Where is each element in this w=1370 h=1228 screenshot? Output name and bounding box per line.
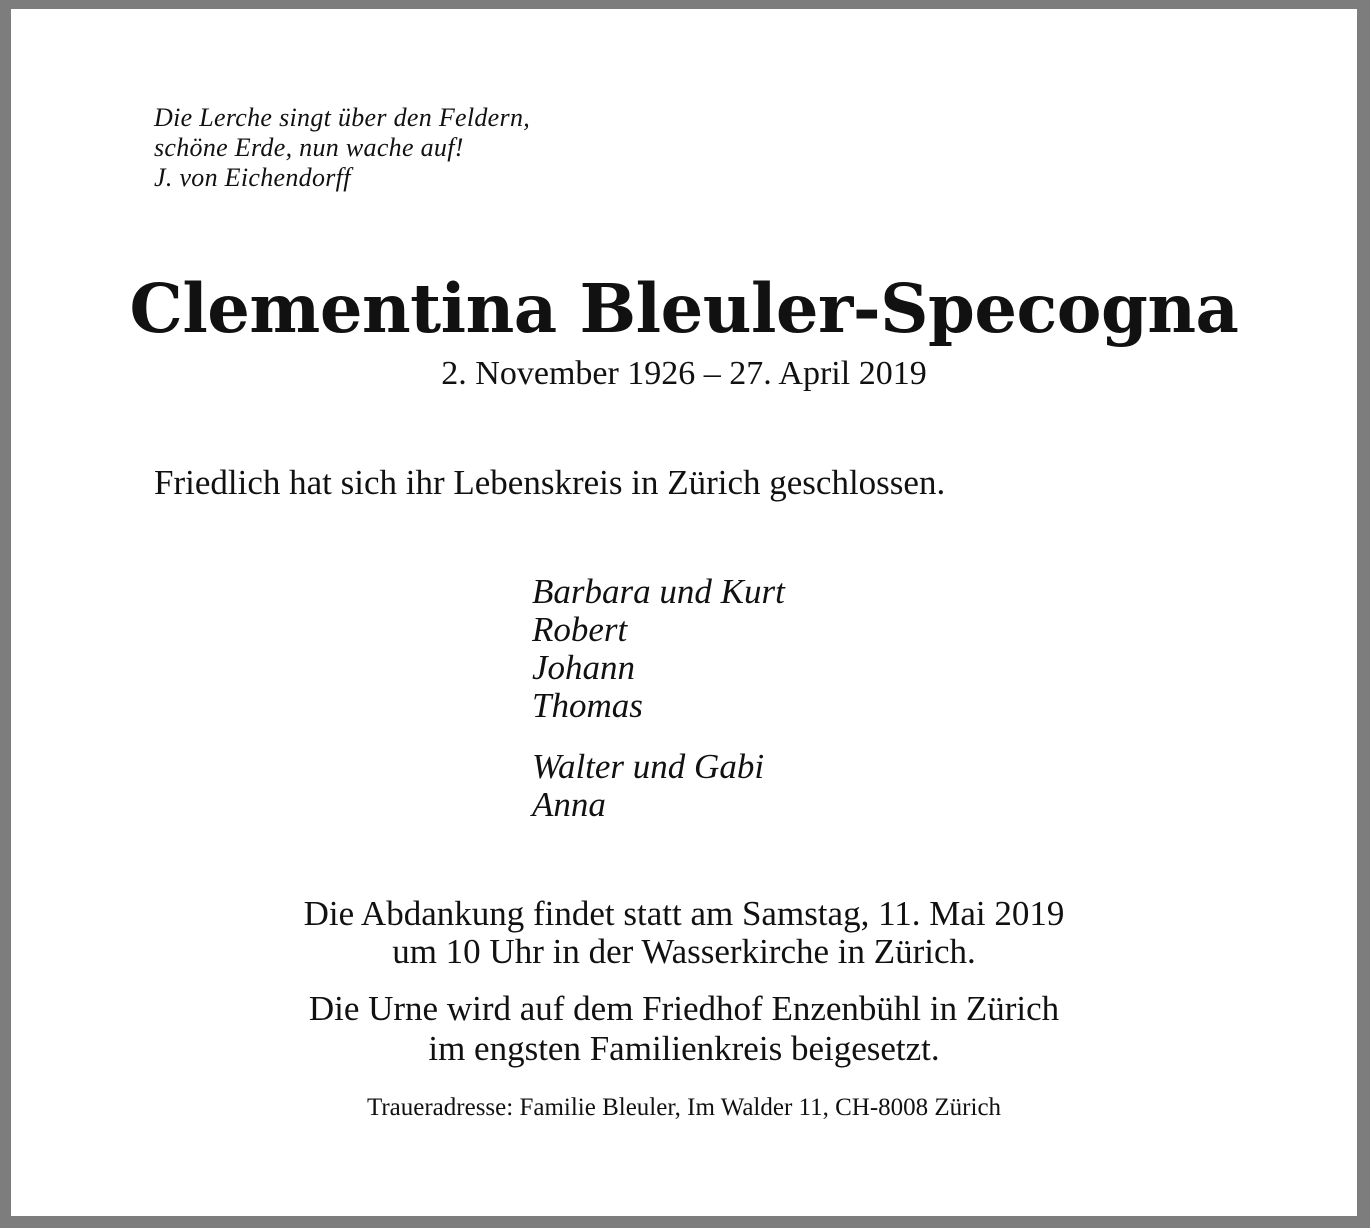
motto-line: schöne Erde, nun wache auf!: [154, 133, 464, 162]
deceased-name: Clementina Bleuler-Specogna: [129, 269, 1239, 348]
urn-notice: [11, 989, 1357, 1069]
obituary-page: [11, 9, 1357, 1216]
mourner-name: Barbara und Kurt: [532, 572, 785, 611]
ceremony-notice: [11, 895, 1357, 971]
urn-line: Die Urne wird auf dem Friedhof Enzenbühl in Zürich: [308, 989, 1060, 1028]
mourners-group: [532, 573, 785, 725]
mourners-group: [532, 748, 785, 824]
mourner-name: Thomas: [532, 686, 643, 725]
mourner-name: Johann: [532, 648, 636, 687]
mourner-name: Walter und Gabi: [532, 747, 765, 786]
mourning-address: Traueradresse: Familie Bleuler, Im Walder 11, CH-8008 Zürich: [366, 1094, 1002, 1121]
motto-author: J. von Eichendorff: [154, 163, 351, 192]
lead-text: Friedlich hat sich ihr Lebenskreis in Zürich geschlossen.: [154, 463, 946, 502]
mourner-name: Robert: [532, 610, 628, 649]
mourner-name: Anna: [532, 785, 606, 824]
urn-line: im engsten Familienkreis beigesetzt.: [428, 1029, 940, 1068]
ceremony-line: Die Abdankung findet statt am Samstag, 11. Mai 2019: [303, 894, 1065, 933]
motto-quote: [154, 103, 530, 193]
mourners-list: [532, 573, 785, 824]
life-dates: 2. November 1926 – 27. April 2019: [441, 355, 927, 392]
ceremony-line: um 10 Uhr in der Wasserkirche in Zürich.: [392, 932, 976, 971]
motto-line: Die Lerche singt über den Feldern,: [154, 103, 531, 132]
